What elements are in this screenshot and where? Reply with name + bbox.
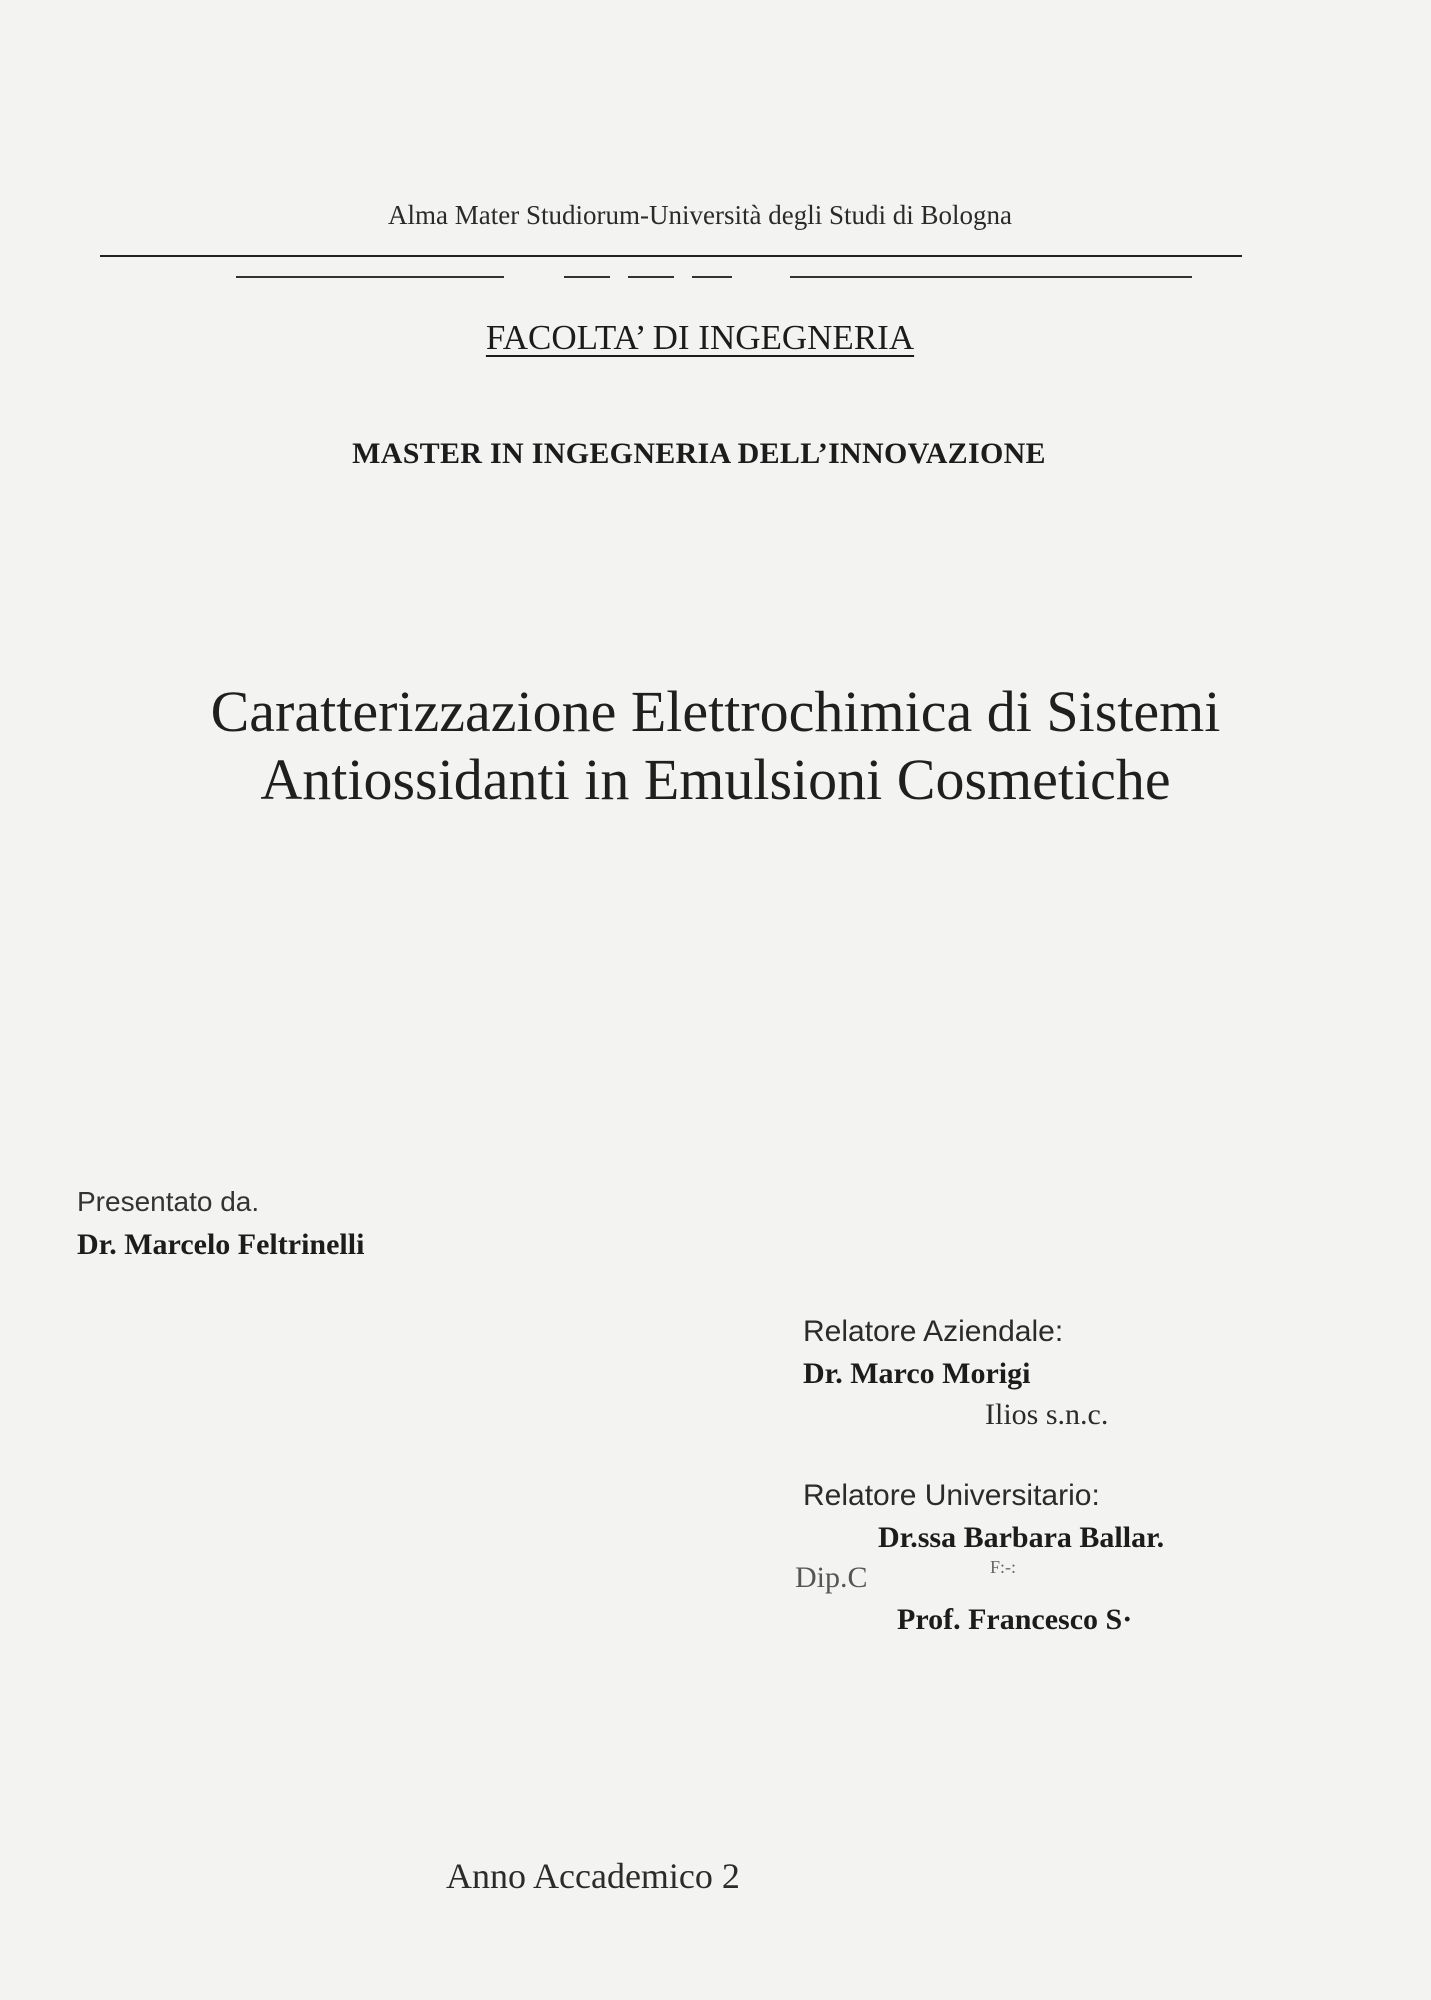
company-advisor-organization: Ilios s.n.c. (985, 1398, 1109, 1431)
header-divider-segment (790, 276, 1192, 278)
academic-year: Anno Accademico 2 (446, 1856, 740, 1896)
header-divider-segment (564, 276, 610, 278)
faculty-heading: FACOLTA’ DI INGEGNERIA (485, 318, 915, 357)
university-advisor-name: Dr.ssa Barbara Ballar. (878, 1521, 1165, 1554)
university-name: Alma Mater Studiorum-Università degli Studi di Bologna (388, 200, 1012, 230)
university-advisor-label: Relatore Universitario: (803, 1479, 1100, 1512)
university-coadvisor-name: Prof. Francesco S· (897, 1603, 1133, 1636)
presenter-label: Presentato da. (77, 1186, 260, 1217)
thesis-title-line-2: Antiossidanti in Emulsioni Cosmetiche (260, 747, 1171, 812)
presenter-name: Dr. Marcelo Feltrinelli (77, 1228, 365, 1261)
thesis-title (0, 678, 1431, 814)
master-program-heading: MASTER IN INGEGNERIA DELL’INNOVAZIONE (352, 437, 1046, 470)
header-divider (100, 255, 1242, 257)
header-divider-segment (628, 276, 674, 278)
header-divider-segment (236, 276, 504, 278)
header-divider-segment (692, 276, 732, 278)
company-advisor-name: Dr. Marco Morigi (803, 1357, 1031, 1390)
university-advisor-department-fragment: F:-: (990, 1557, 1017, 1577)
thesis-title-line-1: Caratterizzazione Elettrochimica di Sistemi (210, 679, 1221, 744)
university-advisor-department: Dip.C (795, 1561, 868, 1594)
company-advisor-label: Relatore Aziendale: (803, 1315, 1064, 1348)
